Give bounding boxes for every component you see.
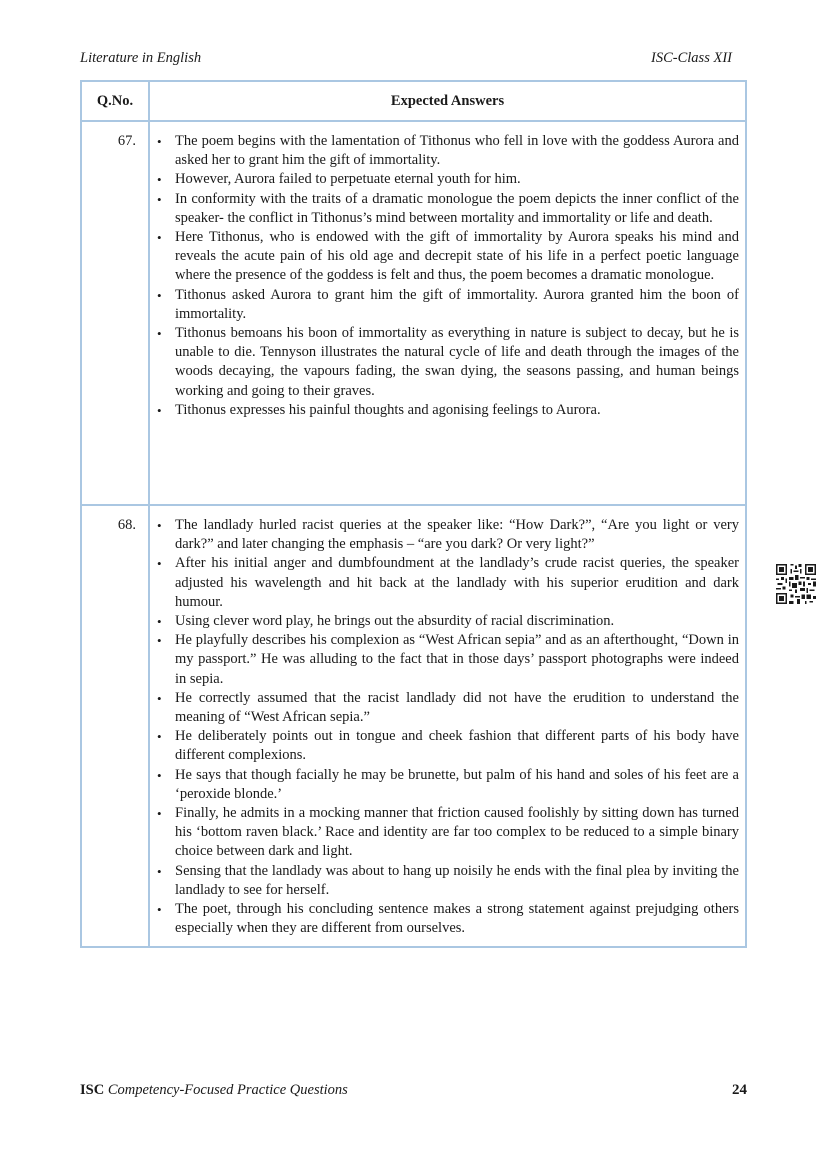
answer-point: • Tithonus bemoans his boon of immortality as everything in nature is subject to decay, but he is unable to die. Tennyson illustrates the natural cycle of life and death through the images of the woods decaying, the vapours fading, the swan dying, the seasons passing, and human beings working and going to their graves. bbox=[174, 324, 739, 401]
table-header-row bbox=[81, 81, 746, 121]
table-row bbox=[81, 121, 746, 505]
answer-point: • He playfully describes his complexion as “West African sepia” and as an afterthought, “Down in my passport.” He was alluding to the fact that in those days’ passport photographs were indeed in sepia. bbox=[174, 631, 739, 689]
answer-point: • Using clever word play, he brings out the absurdity of racial discrimination. bbox=[174, 612, 739, 631]
answer-point: • Sensing that the landlady was about to hang up noisily he ends with the final plea by inviting the landlady to see for herself. bbox=[174, 862, 739, 900]
answer-point: • He deliberately points out in tongue and cheek fashion that different parts of his body have different complexions. bbox=[174, 727, 739, 765]
col-header-answers: Expected Answers bbox=[149, 81, 746, 121]
answer-point: • The poet, through his concluding sentence makes a strong statement against prejudging others especially when they are different from ourselves. bbox=[174, 900, 739, 938]
answer-points bbox=[174, 132, 739, 420]
answer-point: • Tithonus expresses his painful thoughts and agonising feelings to Aurora. bbox=[174, 401, 739, 420]
footer-title bbox=[80, 1082, 348, 1099]
footer-subtitle: Competency-Focused Practice Questions bbox=[107, 1082, 348, 1098]
question-number: 67. bbox=[81, 121, 149, 505]
answer-point: • He says that though facially he may be brunette, but palm of his hand and soles of his feet are a ‘peroxide blonde.’ bbox=[174, 766, 739, 804]
answer-point: • In conformity with the traits of a dramatic monologue the poem depicts the inner conflict of the speaker- the conflict in Tithonus’s mind between mortality and immortality or life and death. bbox=[174, 190, 739, 228]
col-header-qno: Q.No. bbox=[81, 81, 149, 121]
header-class: ISC-Class XII bbox=[651, 50, 732, 66]
header-subject: Literature in English bbox=[80, 50, 202, 66]
answer-point: • After his initial anger and dumbfoundment at the landlady’s crude racist queries, the speaker adjusted his wavelength and hit back at the landlady with his superior erudition and dark humour. bbox=[174, 554, 739, 612]
question-number: 68. bbox=[81, 505, 149, 947]
answer-point: • Here Tithonus, who is endowed with the gift of immortality by Aurora speaks his mind and reveals the acute pain of his old age and decrepit state of his life in a perfect poetic language where the presence of the goddess is felt and thus, the poem becomes a dramatic monologue. bbox=[174, 228, 739, 286]
page-number: 24 bbox=[732, 1082, 747, 1098]
answer-cell bbox=[149, 121, 746, 505]
answer-point: • Finally, he admits in a mocking manner that friction caused foolishly by sitting down has turned his ‘bottom raven black.’ Race and identity are far too complex to be reduced to a simple binary choice between dark and light. bbox=[174, 804, 739, 862]
table-row bbox=[81, 505, 746, 947]
answer-point: • Tithonus asked Aurora to grant him the gift of immortality. Aurora granted him the boon of immortality. bbox=[174, 286, 739, 324]
answers-table bbox=[80, 80, 747, 948]
footer-brand: ISC bbox=[80, 1082, 105, 1098]
answer-cell bbox=[149, 505, 746, 947]
answer-points bbox=[174, 516, 739, 938]
answer-point: • The landlady hurled racist queries at the speaker like: “How Dark?”, “Are you light or very dark?” and later changing the emphasis – “are you dark? Or very light?” bbox=[174, 516, 739, 554]
qr-code-icon[interactable] bbox=[776, 564, 816, 604]
answer-point: • He correctly assumed that the racist landlady did not have the erudition to understand the meaning of “West African sepia.” bbox=[174, 689, 739, 727]
answer-point: • The poem begins with the lamentation of Tithonus who fell in love with the goddess Aurora and asked her to grant him the gift of immortality. bbox=[174, 132, 739, 170]
answer-point: • However, Aurora failed to perpetuate eternal youth for him. bbox=[174, 170, 739, 189]
